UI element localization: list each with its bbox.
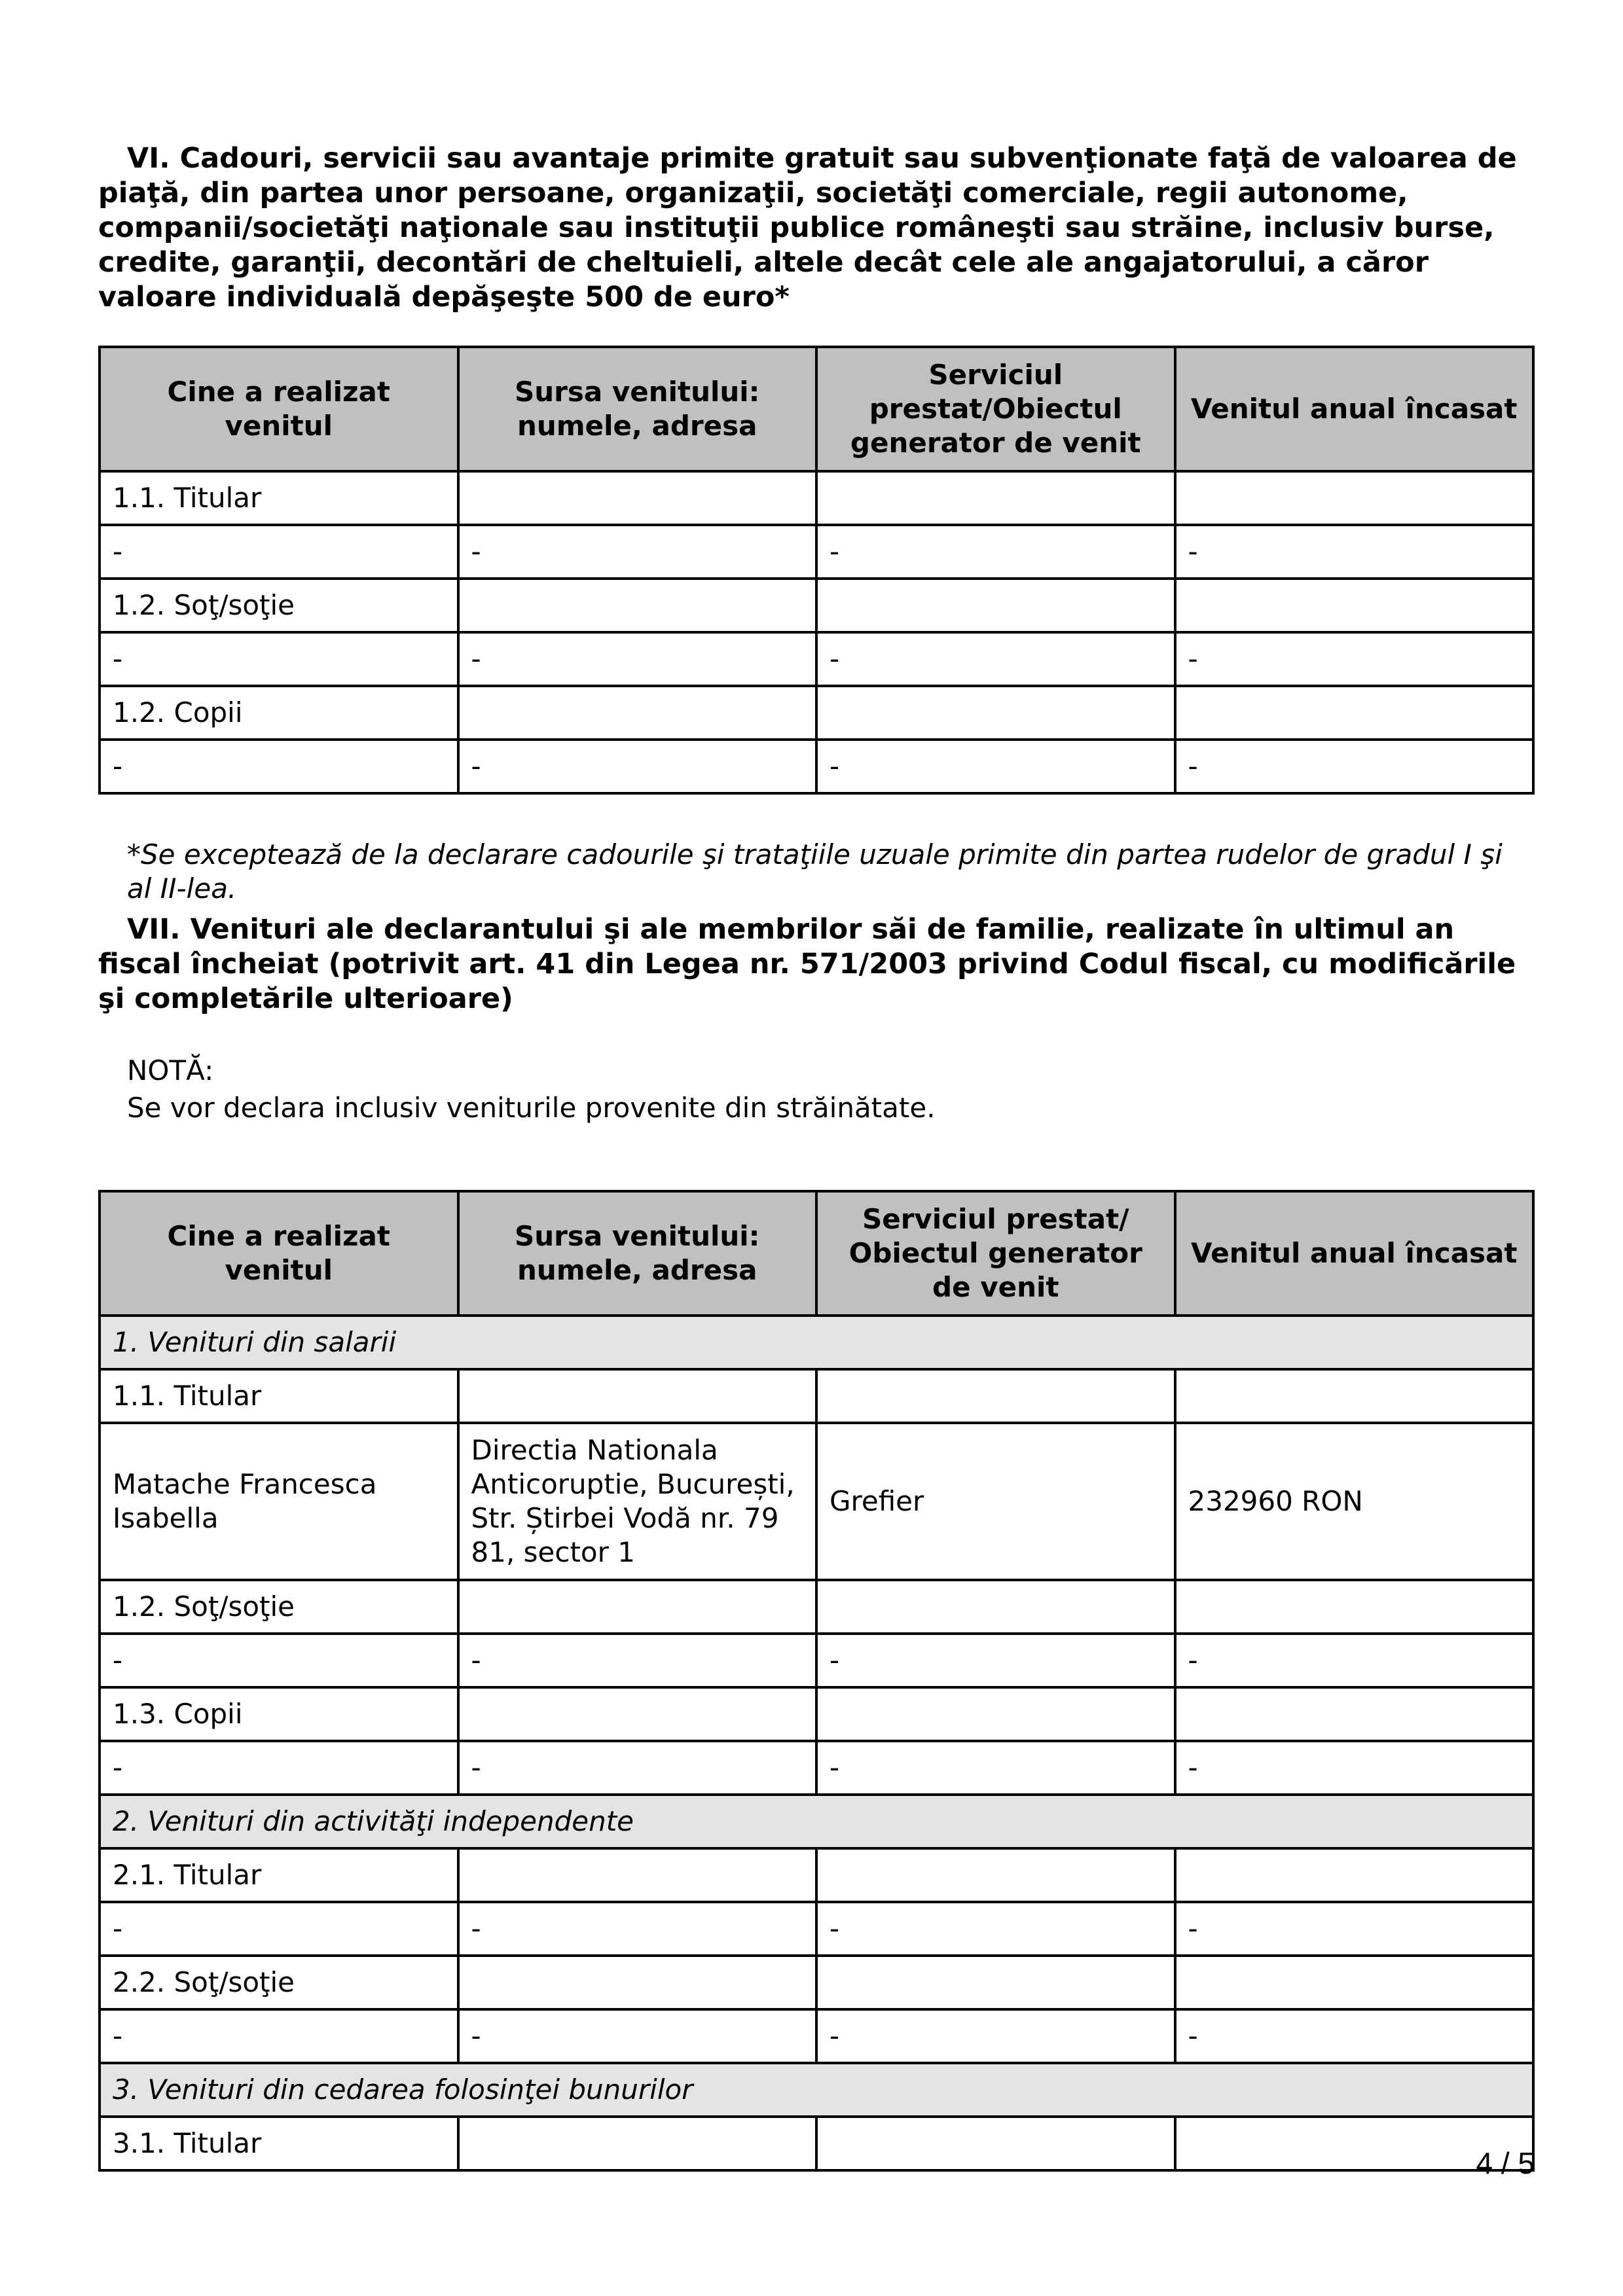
- table-cell: 2.2. Soţ/soţie: [100, 1956, 458, 2009]
- table-row: [100, 525, 1533, 579]
- table-cell: -: [458, 2009, 817, 2063]
- table-cell: [816, 1580, 1175, 1634]
- table-cell: [816, 1369, 1175, 1423]
- table-cell: [458, 579, 817, 632]
- table-cell: [1175, 579, 1534, 632]
- table-cell: [1175, 1369, 1534, 1423]
- section-vii-heading: VII. Venituri ale declarantului şi ale membrilor săi de familie, realizate în ultimul an fiscal încheiat (potrivit art. 41 din Legea nr. 571/2003 privind Codul fiscal, cu modificările şi completările ulterioare): [98, 913, 1516, 1015]
- table-cell: -: [816, 2009, 1175, 2063]
- page-number: 4 / 5: [1476, 2146, 1535, 2180]
- table-cell: [1175, 686, 1534, 740]
- column-header: Cine a realizat venitul: [100, 1191, 458, 1316]
- nota-label: NOTĂ:: [127, 1054, 214, 1086]
- table-cell: Directia Nationala Anticoruptie, București, Str. Știrbei Vodă nr. 79 81, sector 1: [458, 1423, 817, 1580]
- table-cell: [1175, 1956, 1534, 2009]
- column-header: Venitul anual încasat: [1175, 347, 1534, 471]
- table-row: [100, 1687, 1533, 1741]
- table-cell: -: [458, 525, 817, 579]
- table-cell: [1175, 1687, 1534, 1741]
- table-row: [100, 632, 1533, 686]
- table-cell: -: [458, 1741, 817, 1795]
- table-cell: [458, 1580, 817, 1634]
- section-row: [100, 1795, 1533, 1848]
- table-cell: -: [1175, 740, 1534, 793]
- table-cell: -: [816, 525, 1175, 579]
- table-cell: -: [458, 1634, 817, 1687]
- table-cell: -: [458, 740, 817, 793]
- column-header: Sursa venitului: numele, adresa: [458, 1191, 817, 1316]
- table-cell: [458, 1369, 817, 1423]
- table-cell: -: [100, 2009, 458, 2063]
- table-cell: -: [816, 740, 1175, 793]
- table-cell: -: [100, 632, 458, 686]
- column-header: Serviciul prestat/Obiectul generator de venit: [816, 347, 1175, 471]
- table-row: [100, 1369, 1533, 1423]
- table-row: [100, 1634, 1533, 1687]
- table-cell: [458, 686, 817, 740]
- table-cell: [458, 1956, 817, 2009]
- income-table: [98, 1190, 1535, 2172]
- table-cell: -: [100, 1902, 458, 1956]
- table-cell: -: [1175, 1634, 1534, 1687]
- table-cell: 1.1. Titular: [100, 1369, 458, 1423]
- column-header: Cine a realizat venitul: [100, 347, 458, 471]
- table-cell: 1.2. Copii: [100, 686, 458, 740]
- gifts-table: [98, 346, 1535, 795]
- table-cell: -: [1175, 1902, 1534, 1956]
- table-cell: -: [816, 632, 1175, 686]
- table-cell: [1175, 1848, 1534, 1902]
- table-cell: [458, 2117, 817, 2170]
- table-cell: 1.1. Titular: [100, 471, 458, 525]
- table-cell: -: [1175, 2009, 1534, 2063]
- table-cell: -: [100, 1634, 458, 1687]
- table-cell: -: [458, 1902, 817, 1956]
- table-cell: 2.1. Titular: [100, 1848, 458, 1902]
- table-row: [100, 740, 1533, 793]
- section-row: [100, 2063, 1533, 2117]
- column-header: Serviciul prestat/ Obiectul generator de venit: [816, 1191, 1175, 1316]
- table-cell: 3.1. Titular: [100, 2117, 458, 2170]
- table-cell: -: [1175, 525, 1534, 579]
- table-cell: [458, 471, 817, 525]
- table-row: [100, 1580, 1533, 1634]
- table-row: [100, 1741, 1533, 1795]
- section-vi-heading: VI. Cadouri, servicii sau avantaje primite gratuit sau subvenţionate faţă de valoarea de piaţă, din partea unor persoane, organizaţii, societăţi comerciale, regii autonome, companii/societăţi naţionale sau instituţii publice româneşti sau străine, inclusiv burse, credite, garanţii, decontări de cheltuieli, altele decât cele ale angajatorului, a căror valoare individuală depăşeşte 500 de euro*: [98, 142, 1517, 314]
- table-cell: 1.2. Soţ/soţie: [100, 1580, 458, 1634]
- table-row: [100, 1423, 1533, 1580]
- table-row: [100, 1902, 1533, 1956]
- section-label: 2. Venituri din activităţi independente: [100, 1795, 1533, 1848]
- section-label: 1. Venituri din salarii: [100, 1316, 1533, 1369]
- table-cell: -: [816, 1902, 1175, 1956]
- table-cell: 1.3. Copii: [100, 1687, 458, 1741]
- table-cell: -: [1175, 1741, 1534, 1795]
- table-cell: [458, 1848, 817, 1902]
- column-header: Sursa venitului: numele, adresa: [458, 347, 817, 471]
- table-row: [100, 686, 1533, 740]
- table-cell: [816, 579, 1175, 632]
- gifts-footnote: *Se exceptează de la declarare cadourile şi trataţiile uzuale primite din partea rudelor de gradul I şi al II-lea.: [127, 838, 1503, 905]
- table-cell: [816, 1956, 1175, 2009]
- table-cell: [816, 1848, 1175, 1902]
- column-header: Venitul anual încasat: [1175, 1191, 1534, 1316]
- table-cell: -: [100, 525, 458, 579]
- table-cell: [1175, 471, 1534, 525]
- section-label: 3. Venituri din cedarea folosinţei bunurilor: [100, 2063, 1533, 2117]
- table-row: [100, 471, 1533, 525]
- table-row: [100, 2117, 1533, 2170]
- table-cell: -: [816, 1634, 1175, 1687]
- table-cell: [458, 1687, 817, 1741]
- table-cell: 232960 RON: [1175, 1423, 1534, 1580]
- table-cell: -: [100, 1741, 458, 1795]
- table-cell: Matache Francesca Isabella: [100, 1423, 458, 1580]
- table-cell: -: [1175, 632, 1534, 686]
- table-row: [100, 1956, 1533, 2009]
- table-cell: -: [816, 1741, 1175, 1795]
- table-row: [100, 2009, 1533, 2063]
- section-row: [100, 1316, 1533, 1369]
- nota-text: Se vor declara inclusiv veniturile provenite din străinătate.: [127, 1092, 936, 1124]
- table-cell: -: [100, 740, 458, 793]
- table-row: [100, 1848, 1533, 1902]
- table-cell: [1175, 1580, 1534, 1634]
- table-cell: [816, 471, 1175, 525]
- table-row: [100, 579, 1533, 632]
- table-cell: [816, 2117, 1175, 2170]
- table-cell: [816, 686, 1175, 740]
- table-header-row: [100, 347, 1533, 471]
- table-cell: Grefier: [816, 1423, 1175, 1580]
- table-cell: 1.2. Soţ/soţie: [100, 579, 458, 632]
- table-header-row: [100, 1191, 1533, 1316]
- table-cell: [816, 1687, 1175, 1741]
- table-cell: -: [458, 632, 817, 686]
